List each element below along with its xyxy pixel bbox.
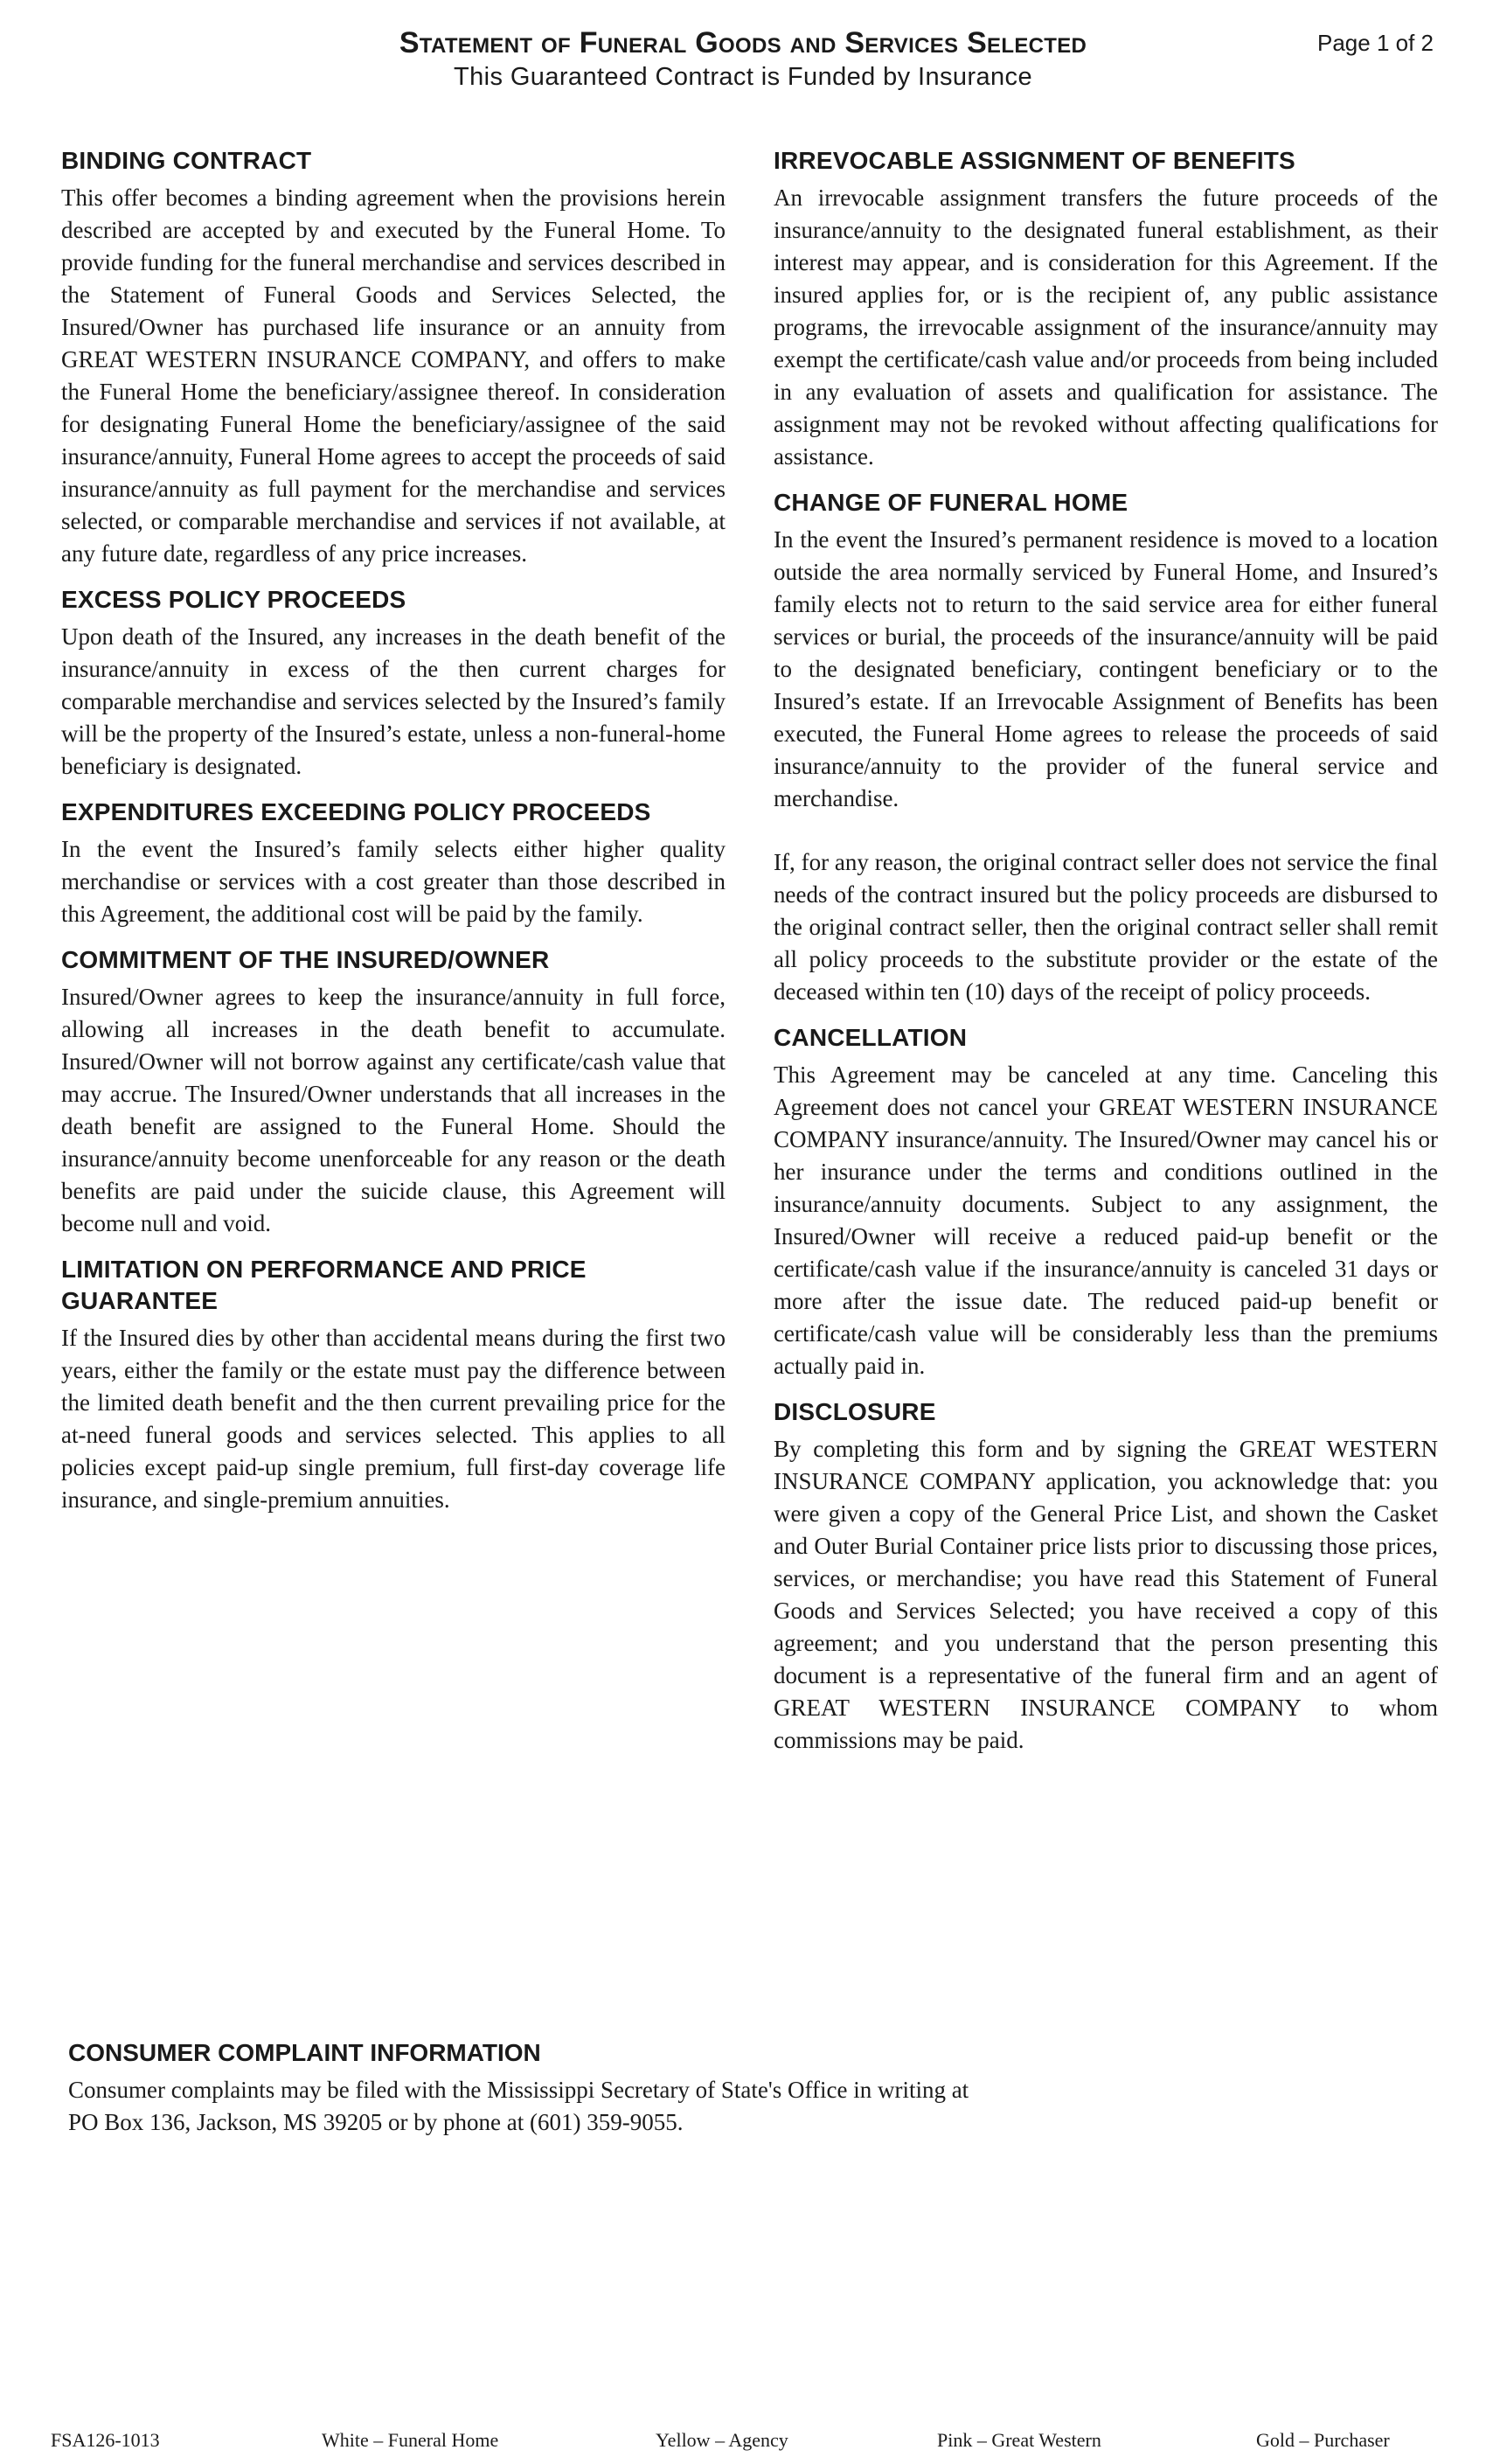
section-body: In the event the Insured’s permanent residence is moved to a location outside the area normally serviced by Funeral Home, and Insured’s family elects not to return to the said service area for either funeral services or burial, the proceeds of the insurance/annuity will be paid to the designated beneficiary, contingent beneficiary or to the Insured’s estate. If an Irrevocable Assignment of Benefits has been executed, the Funeral Home agrees to release the proceeds of said insurance/annuity to the provider of the funeral service and merchandise. <box>774 526 1438 811</box>
section-excess-policy-proceeds <box>61 584 726 783</box>
section-heading: BINDING CONTRACT <box>61 147 312 174</box>
left-column <box>61 145 726 1530</box>
document-title: Statement of Funeral Goods and Services Selected <box>399 26 1087 59</box>
section-heading: DISCLOSURE <box>774 1398 936 1425</box>
section-limitation <box>61 1254 726 1516</box>
section-heading: COMMITMENT OF THE INSURED/OWNER <box>61 946 550 973</box>
page-footer <box>0 2429 1486 2464</box>
section-body: By completing this form and by signing the GREAT WESTERN INSURANCE COMPANY application, you acknowledge that: you were given a copy of the General Price List, and shown the Casket and Outer Burial Container price lists prior to discussing those prices, services, or merchandise; you have read this Statement of Funeral Goods and Services Selected; you have received a copy of this agreement; and you understand that the person presenting this document is a representative of the funeral firm and an agent of GREAT WESTERN INSURANCE COMPANY to whom commissions may be paid. <box>774 1436 1438 1753</box>
paragraph-gap <box>774 815 1438 846</box>
section-heading: CHANGE OF FUNERAL HOME <box>774 489 1128 516</box>
section-cancellation <box>774 1022 1438 1382</box>
copy-white-label: White – Funeral Home <box>322 2429 499 2451</box>
section-body: In the event the Insured’s family selects either higher quality merchandise or services with a cost greater than those described in this Agreement, the additional cost will be paid by the family. <box>61 836 726 927</box>
section-commitment <box>61 944 726 1240</box>
section-body: This offer becomes a binding agreement when the provisions herein described are accepted by and executed by the Funeral Home. To provide funding for the funeral merchandise and services described in the Statement of Funeral Goods and Services Selected, the Insured/Owner has purchased life insurance or an annuity from GREAT WESTERN INSURANCE COMPANY, and offers to make the Funeral Home the beneficiary/assignee thereof. In consideration for designating Funeral Home the beneficiary/assignee of the said insurance/annuity, Funeral Home agrees to accept the proceeds of said insurance/annuity as full payment for the merchandise and services selected, or comparable merchandise and services if not available, at any future date, regardless of any price increases. <box>61 184 726 567</box>
complaint-line-1: Consumer complaints may be filed with the Mississippi Secretary of State's Office in writing at <box>68 2077 969 2103</box>
section-change-of-funeral-home <box>774 487 1438 1008</box>
section-heading: EXPENDITURES EXCEEDING POLICY PROCEEDS <box>61 798 651 825</box>
page-header <box>0 26 1486 96</box>
section-heading: IRREVOCABLE ASSIGNMENT OF BENEFITS <box>774 147 1295 174</box>
section-body: Insured/Owner agrees to keep the insurance/annuity in full force, allowing all increases in the death benefit to accumulate. Insured/Owner will not borrow against any certificate/cash value that may accrue. The Insured/Owner understands that all increases in the death benefit are assigned to the Funeral Home. Should the insurance/annuity become unenforceable for any reason or the death benefits are paid under the suicide clause, this Agreement will become null and void. <box>61 984 726 1236</box>
right-column <box>774 145 1438 1771</box>
copy-pink-label: Pink – Great Western <box>937 2429 1101 2451</box>
copy-yellow-label: Yellow – Agency <box>656 2429 788 2451</box>
document-subtitle: This Guaranteed Contract is Funded by Insurance <box>454 63 1032 91</box>
section-heading: CONSUMER COMPLAINT INFORMATION <box>68 2039 541 2066</box>
section-heading: CANCELLATION <box>774 1024 968 1051</box>
section-body: This Agreement may be canceled at any time. Canceling this Agreement does not cancel your GREAT WESTERN INSURANCE COMPANY insurance/annuity. The Insured/Owner may cancel his or her insurance under the terms and conditions outlined in the insurance/annuity documents. Subject to any assignment, the Insured/Owner will receive a reduced paid-up benefit or the certificate/cash value if the insurance/annuity is canceled 31 days or more after the issue date. The reduced paid-up benefit or certificate/cash value will be considerably less than the premiums actually paid in. <box>774 1061 1438 1379</box>
complaint-line-2: PO Box 136, Jackson, MS 39205 or by phone at (601) 359-9055. <box>68 2109 684 2135</box>
section-irrevocable-assignment <box>774 145 1438 473</box>
page-number: Page 1 of 2 <box>1317 30 1434 56</box>
section-body-continued: If, for any reason, the original contract seller does not service the final needs of the contract insured but the policy proceeds are disbursed to the original contract seller, then the original contract seller shall remit all policy proceeds to the substitute provider or the estate of the deceased within ten (10) days of the receipt of policy proceeds. <box>774 849 1438 1005</box>
section-heading: LIMITATION ON PERFORMANCE AND PRICE GUARANTEE <box>61 1256 587 1314</box>
section-heading: EXCESS POLICY PROCEEDS <box>61 586 406 613</box>
section-body: If the Insured dies by other than accidental means during the first two years, either the family or the estate must pay the difference between the limited death benefit and the then current prevailing price for the at-need funeral goods and services selected. This applies to all policies except paid-up single premium, full first-day coverage life insurance, and single-premium annuities. <box>61 1325 726 1513</box>
section-binding-contract <box>61 145 726 570</box>
section-disclosure <box>774 1396 1438 1757</box>
section-body: Upon death of the Insured, any increases in the death benefit of the insurance/annuity in excess of the then current charges for comparable merchandise and services selected by the Insured’s family will be the property of the Insured’s estate, unless a non-funeral-home beneficiary is designated. <box>61 623 726 779</box>
section-body: An irrevocable assignment transfers the future proceeds of the insurance/annuity to the designated funeral establishment, as their interest may appear, and is consideration for this Agreement. If the insured applies for, or is the recipient of, any public assistance programs, the irrevocable assignment of the insurance/annuity may exempt the certificate/cash value and/or proceeds from being included in any evaluation of assets and qualification for assistance. The assignment may not be revoked without affecting qualifications for assistance. <box>774 184 1438 470</box>
copy-gold-label: Gold – Purchaser <box>1256 2429 1390 2451</box>
section-expenditures-exceeding <box>61 797 726 930</box>
consumer-complaint-section <box>68 2037 1205 2139</box>
form-number: FSA126-1013 <box>51 2429 160 2451</box>
